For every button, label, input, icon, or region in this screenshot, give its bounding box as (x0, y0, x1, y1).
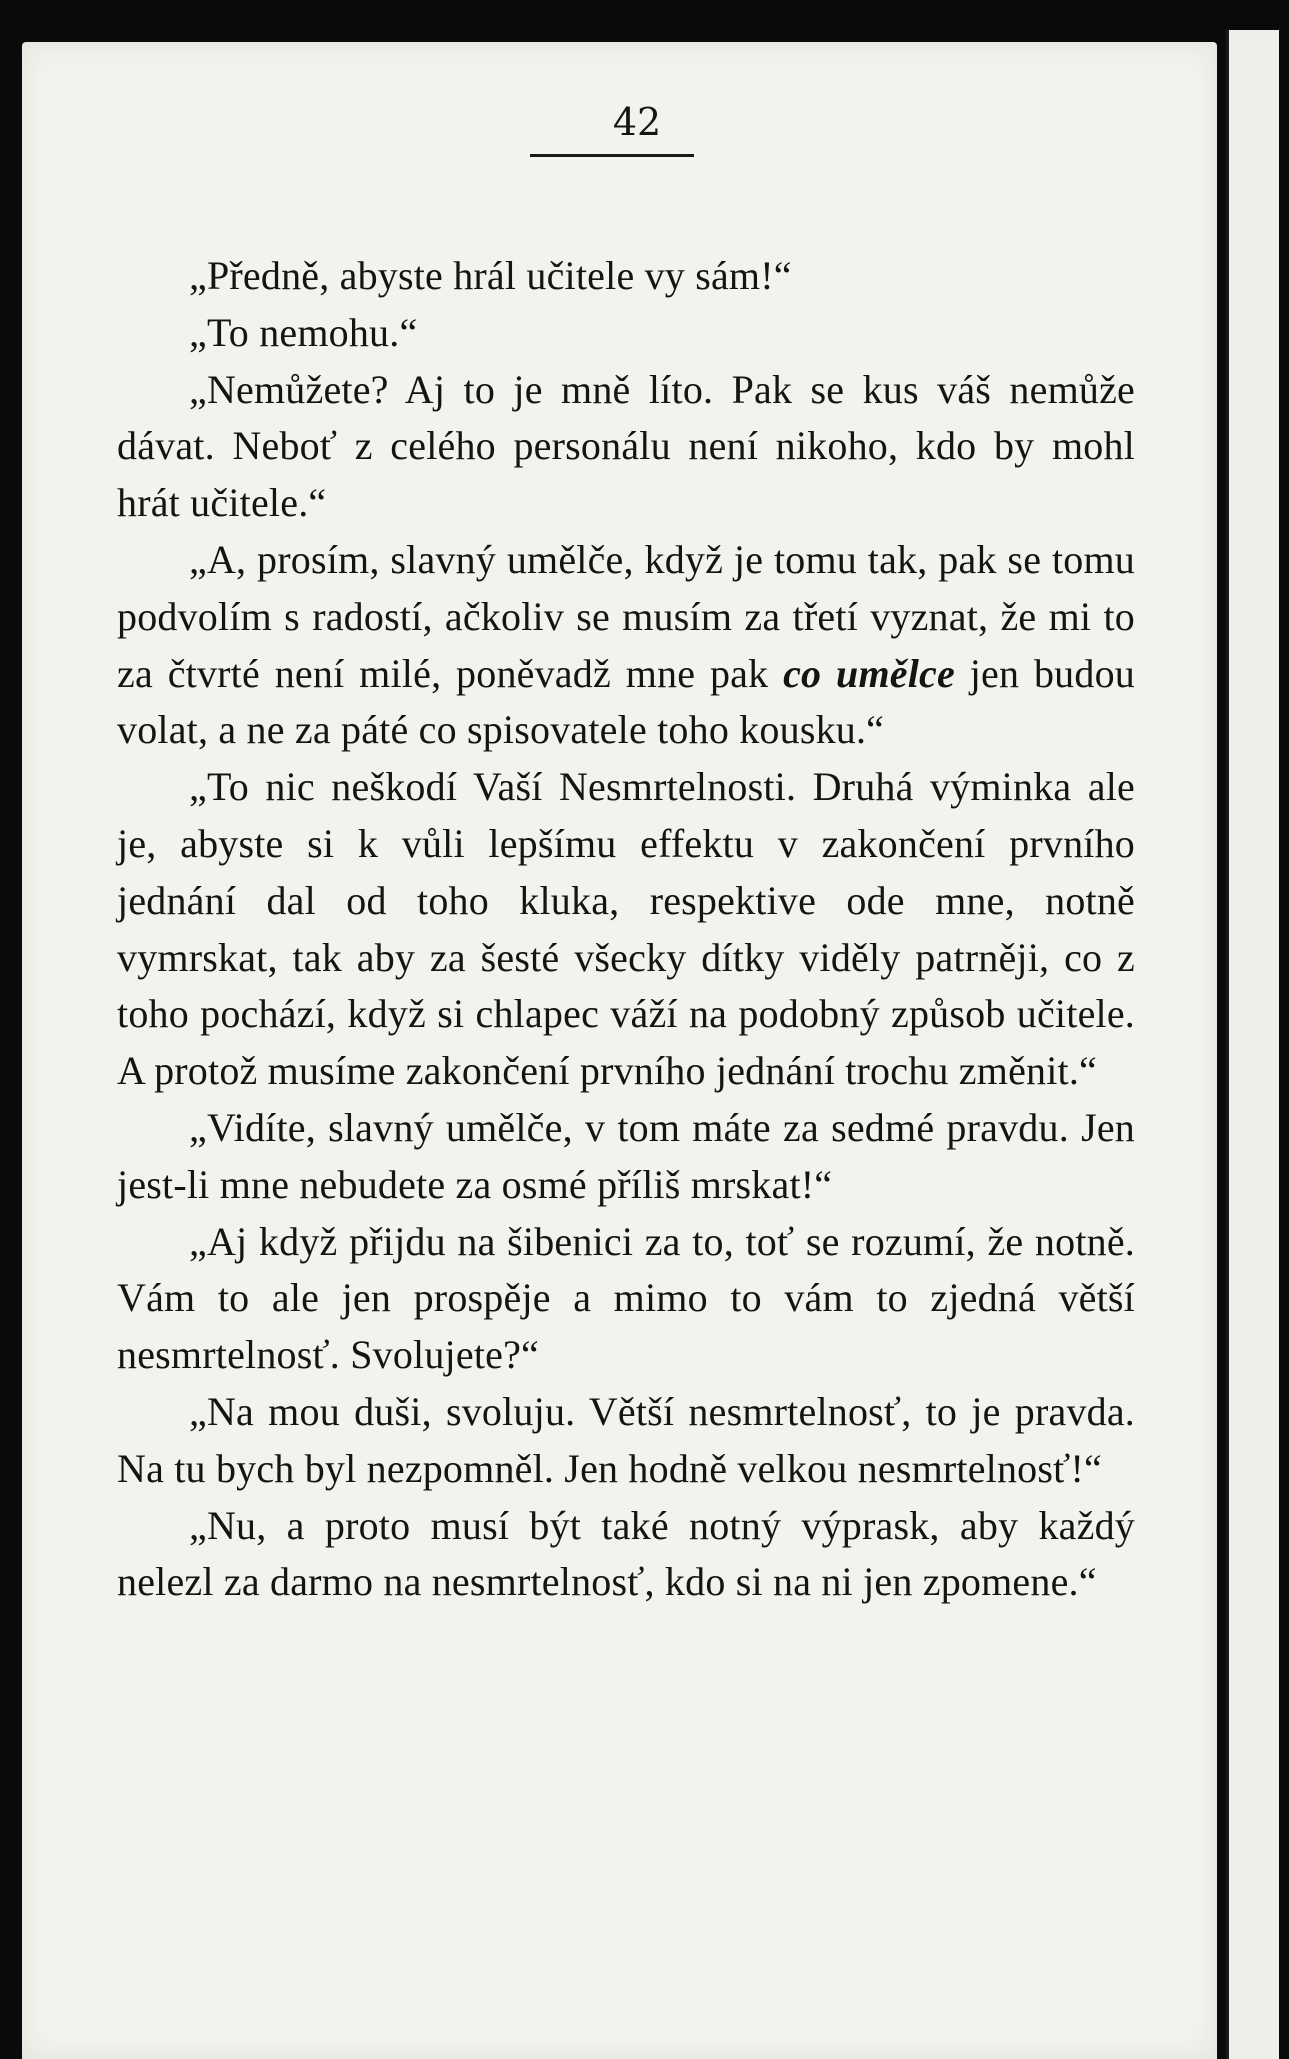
page-number-rule (530, 154, 694, 157)
paragraph: „Aj když přijdu na šibenici za to, toť se rozumí, že notně. Vám to ale jen prospěje a mimo to vám to zjedná větší nesmrtelnosť. Svolujete?“ (117, 1218, 1135, 1378)
paragraph-text-end: jen budou volat, a ne za páté co spisovatele toho kousku.“ (117, 650, 1135, 753)
paragraph: „Vidíte, slavný umělče, v tom máte za sedmé pravdu. Jen jest-li mne nebudete za osmé příliš mrskat!“ (117, 1104, 1135, 1207)
paragraph: „Předně, abyste hrál učitele vy sám!“ (189, 253, 792, 298)
paragraph-text-start: „A, prosím, slavný umělče, když je tomu tak, pak se tomu podvolím s radostí, ačkoliv se musím za třetí vyznat, že mi to za čtvrté není milé, poněvadž mne pak (117, 536, 1135, 696)
paragraph: „Na mou duši, svoluju. Větší nesmrtelnosť, to je pravda. Na tu bych byl nezpomněl. Jen hodně velkou nesmrtelnosť!“ (117, 1388, 1135, 1491)
page-number: 42 (612, 100, 662, 144)
paragraph-with-emphasis (117, 532, 1135, 759)
paragraph: „Nemůžete? Aj to je mně líto. Pak se kus váš nemůže dávat. Neboť z celého personálu není nikoho, kdo by mohl hrát učitele.“ (117, 366, 1135, 526)
body-text (117, 248, 1135, 1611)
paragraph: „To nic neškodí Vaší Nesmrtelnosti. Druhá výminka ale je, abyste si k vůli lepšímu effektu v zakončení prvního jednání dal od toho kluka, respektive ode mne, notně vymrskat, tak aby za šesté všecky dítky viděly patrněji, co z toho pochází, když si chlapec váží na podobný způsob učitele. A protož musíme zakončení prvního jednání trochu změnit.“ (117, 764, 1135, 1094)
adjacent-page-edge (1226, 30, 1279, 2059)
emphasized-phrase: co umělce (783, 650, 955, 696)
paragraph: „Nu, a proto musí být také notný výprask, aby každý nelezl za darmo na nesmrtelnosť, kdo si na ni jen zpomene.“ (117, 1502, 1135, 1605)
page-sheet (22, 42, 1217, 2059)
paragraph: „To nemohu.“ (189, 309, 418, 355)
